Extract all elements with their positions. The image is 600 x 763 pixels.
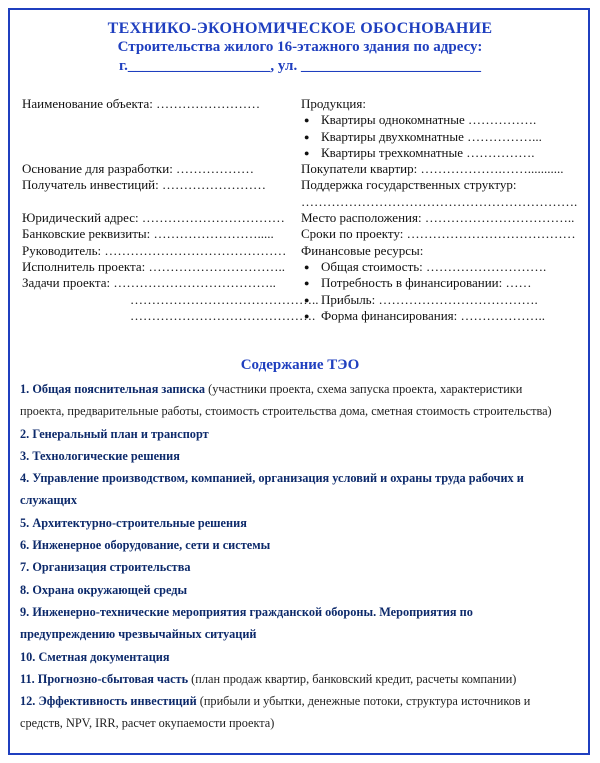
toc-item-title: Организация строительства <box>32 560 191 575</box>
field-support-line: ………………………………………………………. <box>301 193 578 209</box>
toc-item <box>20 690 568 735</box>
toc-item-number: 10. <box>20 649 36 664</box>
finance-item: ● Общая стоимость: ………………………. <box>301 259 591 275</box>
toc-item-number: 5. <box>20 515 30 530</box>
finance-item: ● Форма финансирования: ……………….. <box>301 308 591 324</box>
field-head: Руководитель: …………………………………… <box>22 242 287 258</box>
field-buyers: Покупатели квартир: ……………….……........... <box>301 161 564 177</box>
toc-item <box>20 512 568 534</box>
toc-item <box>20 556 568 578</box>
field-executor: Исполнитель проекта: ………………………….. <box>22 258 285 274</box>
toc-item-title: Сметная документация <box>38 649 170 664</box>
toc-item-number: 3. <box>20 448 30 463</box>
field-recipient: Получатель инвестиций: …………………… <box>22 177 267 193</box>
product-item: ● Квартиры двухкомнатные ……………... <box>301 129 591 145</box>
toc-item <box>20 423 568 445</box>
field-object-name: Наименование объекта: …………………… <box>22 96 261 111</box>
toc-item-number: 7. <box>20 560 30 575</box>
product-item: ● Квартиры трехкомнатные ……………. <box>301 145 591 161</box>
toc-item-title: Эффективность инвестиций <box>38 694 197 709</box>
toc-item-title: Генеральный план и транспорт <box>32 426 209 441</box>
toc-item <box>20 445 568 467</box>
right-fields <box>301 96 591 324</box>
toc-item-number: 8. <box>20 582 30 597</box>
product-item: ● Квартиры однокомнатные ……………. <box>301 112 591 128</box>
field-location: Место расположения: …………………………….. <box>301 210 575 226</box>
toc-item <box>20 668 568 690</box>
toc-item-title: Прогнозно-сбытовая часть <box>37 671 189 686</box>
field-tasks-line: ……………………………………. <box>130 307 316 323</box>
toc-item-number: 6. <box>20 538 30 553</box>
toc-item <box>20 579 568 601</box>
toc-item-desc: (прибыли и убытки, денежные потоки, структура источников и средств, NPV, IRR, расчет окупаемости проекта) <box>20 694 531 731</box>
field-terms: Сроки по проекту: ………………………………… <box>301 226 576 242</box>
address-line: г.___________________, ул. ________________________ <box>119 58 481 74</box>
toc-item <box>20 534 568 556</box>
toc-item-title: Инженерное оборудование, сети и системы <box>32 538 271 553</box>
field-tasks-line: …………………………………….. <box>130 291 319 307</box>
field-legal-address: Юридический адрес: …………………………… <box>22 210 285 226</box>
toc-item-number: 4. <box>20 471 30 486</box>
toc-item-number: 9. <box>20 604 30 619</box>
toc-list <box>20 378 568 735</box>
toc-item-number: 12. <box>20 694 36 709</box>
field-basis: Основание для разработки: ……………… <box>22 161 255 177</box>
left-fields <box>22 96 319 324</box>
toc-item-desc: (участники проекта, схема запуска проекта, характеристики проекта, предварительные работы, стоимость строительства дома, сметная стоимость строительства) <box>20 382 552 419</box>
toc-item-title: Управление производством, компанией, организация условий и охраны труда рабочих и служащих <box>20 471 524 508</box>
toc-item-number: 1. <box>20 382 30 396</box>
toc-item-title: Инженерно-технические мероприятия гражданской обороны. Мероприятия по предупреждению чрезвычайных ситуаций <box>20 604 473 642</box>
field-tasks: Задачи проекта: ……………………………….. <box>22 275 276 291</box>
document-subtitle: Строительства жилого 16-этажного здания по адресу: <box>117 39 483 55</box>
toc-item-number: 2. <box>20 426 30 441</box>
toc-item-number: 11. <box>20 671 35 686</box>
toc-item <box>20 467 568 512</box>
toc-item <box>20 601 568 646</box>
toc-item-title: Архитектурно-строительные решения <box>32 515 247 530</box>
toc-item <box>20 378 568 423</box>
toc-title: Содержание ТЭО <box>240 357 360 373</box>
finance-item: ● Потребность в финансировании: …… <box>301 275 591 291</box>
field-bank: Банковские реквизиты: ……………………..... <box>22 226 274 242</box>
toc-item-title: Охрана окружающей среды <box>32 582 188 597</box>
finance-item: ● Прибыль: ………………………………. <box>301 292 591 308</box>
toc-item-title: Технологические решения <box>32 448 180 463</box>
field-support: Поддержка государственных структур: <box>301 177 517 193</box>
field-products: Продукция: <box>301 96 366 111</box>
field-finance: Финансовые ресурсы: <box>301 242 424 258</box>
toc-item-desc: (план продаж квартир, банковский кредит, расчеты компании) <box>188 671 517 686</box>
toc-item-title: Общая пояснительная записка <box>32 382 206 396</box>
document-title: ТЕХНИКО-ЭКОНОМИЧЕСКОЕ ОБОСНОВАНИЕ <box>107 20 493 37</box>
toc-item <box>20 646 568 668</box>
